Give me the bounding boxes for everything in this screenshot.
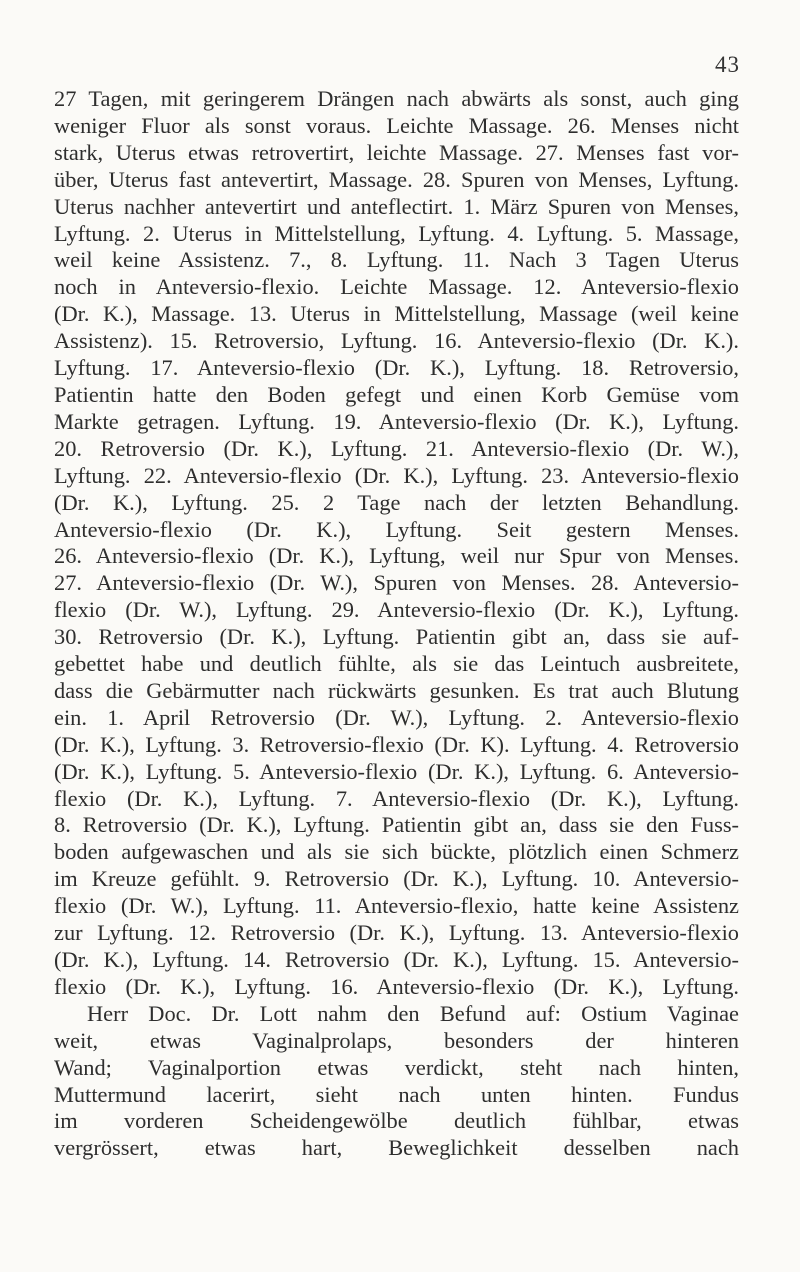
text-line: (Dr. K.), Lyftung. 3. Retroversio-flexio (Dr. K). Lyftung. 4. Retroversio (54, 731, 739, 757)
text-line: Lyftung. 2. Uterus in Mittelstellung, Lyftung. 4. Lyftung. 5. Massage, (54, 220, 739, 246)
text-line: Herr Doc. Dr. Lott nahm den Befund auf: Ostium Vaginae (87, 1000, 739, 1026)
text-line: Muttermund lacerirt, sieht nach unten hinten. Fundus (54, 1081, 739, 1107)
text-line: flexio (Dr. W.), Lyftung. 29. Anteversio-flexio (Dr. K.), Lyftung. (54, 597, 739, 623)
text-line: Wand; Vaginalportion etwas verdickt, steht nach hinten, (54, 1054, 739, 1080)
text-line: weil keine Assistenz. 7., 8. Lyftung. 11. Nach 3 Tagen Uterus (54, 247, 739, 273)
text-line: 27 Tagen, mit geringerem Drängen nach abwärts als sonst, auch ging (54, 86, 739, 111)
text-line: ein. 1. April Retroversio (Dr. W.), Lyftung. 2. Anteversio-flexio (54, 704, 739, 730)
text-line: über, Uterus fast antevertirt, Massage. 28. Spuren von Menses, Lyftung. (54, 166, 739, 192)
text-line: Uterus nachher antevertirt und anteflectirt. 1. März Spuren von Menses, (54, 193, 739, 219)
text-line: zur Lyftung. 12. Retroversio (Dr. K.), Lyftung. 13. Anteversio-flexio (54, 920, 739, 946)
text-line: Lyftung. 17. Anteversio-flexio (Dr. K.), Lyftung. 18. Retroversio, (54, 355, 739, 381)
text-line: weit, etwas Vaginalprolaps, besonders der hinteren (54, 1027, 739, 1053)
body-text (54, 86, 739, 1162)
text-line: 26. Anteversio-flexio (Dr. K.), Lyftung, weil nur Spur von Menses. (54, 543, 739, 569)
text-line: Assistenz). 15. Retroversio, Lyftung. 16. Anteversio-flexio (Dr. K.). (54, 328, 739, 354)
text-line: flexio (Dr. K.), Lyftung. 7. Anteversio-flexio (Dr. K.), Lyftung. (54, 785, 739, 811)
text-line: boden aufgewaschen und als sie sich bückte, plötzlich einen Schmerz (54, 839, 739, 865)
text-line: noch in Anteversio-flexio. Leichte Massage. 12. Anteversio-flexio (54, 274, 739, 300)
page-number: 43 (715, 52, 740, 77)
text-line: Markte getragen. Lyftung. 19. Anteversio-flexio (Dr. K.), Lyftung. (54, 408, 739, 434)
text-line: Lyftung. 22. Anteversio-flexio (Dr. K.), Lyftung. 23. Anteversio-flexio (54, 462, 739, 488)
text-line: im Kreuze gefühlt. 9. Retroversio (Dr. K.), Lyftung. 10. Anteversio- (54, 866, 739, 892)
text-line: 20. Retroversio (Dr. K.), Lyftung. 21. Anteversio-flexio (Dr. W.), (54, 435, 739, 461)
text-line: dass die Gebärmutter nach rückwärts gesunken. Es trat auch Blutung (54, 677, 739, 703)
text-line: Anteversio-flexio (Dr. K.), Lyftung. Seit gestern Menses. (54, 516, 739, 542)
text-line: weniger Fluor als sonst voraus. Leichte Massage. 26. Menses nicht (54, 112, 739, 138)
text-line: gebettet habe und deutlich fühlte, als sie das Leintuch ausbreitete, (54, 651, 739, 677)
text-line: 8. Retroversio (Dr. K.), Lyftung. Patientin gibt an, dass sie den Fuss- (54, 812, 739, 838)
text-line: (Dr. K.), Massage. 13. Uterus in Mittelstellung, Massage (weil keine (54, 301, 739, 327)
text-line: stark, Uterus etwas retrovertirt, leichte Massage. 27. Menses fast vor- (54, 139, 739, 165)
text-line: flexio (Dr. K.), Lyftung. 16. Anteversio-flexio (Dr. K.), Lyftung. (54, 973, 739, 999)
text-line: im vorderen Scheidengewölbe deutlich fühlbar, etwas (54, 1108, 739, 1134)
text-line: (Dr. K.), Lyftung. 25. 2 Tage nach der letzten Behandlung. (54, 489, 739, 515)
text-line: (Dr. K.), Lyftung. 14. Retroversio (Dr. K.), Lyftung. 15. Anteversio- (54, 947, 739, 972)
text-line: (Dr. K.), Lyftung. 5. Anteversio-flexio (Dr. K.), Lyftung. 6. Anteversio- (54, 758, 739, 784)
text-line: 27. Anteversio-flexio (Dr. W.), Spuren von Menses. 28. Anteversio- (54, 570, 739, 596)
text-line: vergrössert, etwas hart, Beweglichkeit desselben nach (54, 1135, 739, 1161)
text-line: 30. Retroversio (Dr. K.), Lyftung. Patientin gibt an, dass sie auf- (54, 624, 739, 650)
text-line: Patientin hatte den Boden gefegt und einen Korb Gemüse vom (54, 381, 739, 407)
text-line: flexio (Dr. W.), Lyftung. 11. Anteversio-flexio, hatte keine Assistenz (54, 893, 739, 919)
